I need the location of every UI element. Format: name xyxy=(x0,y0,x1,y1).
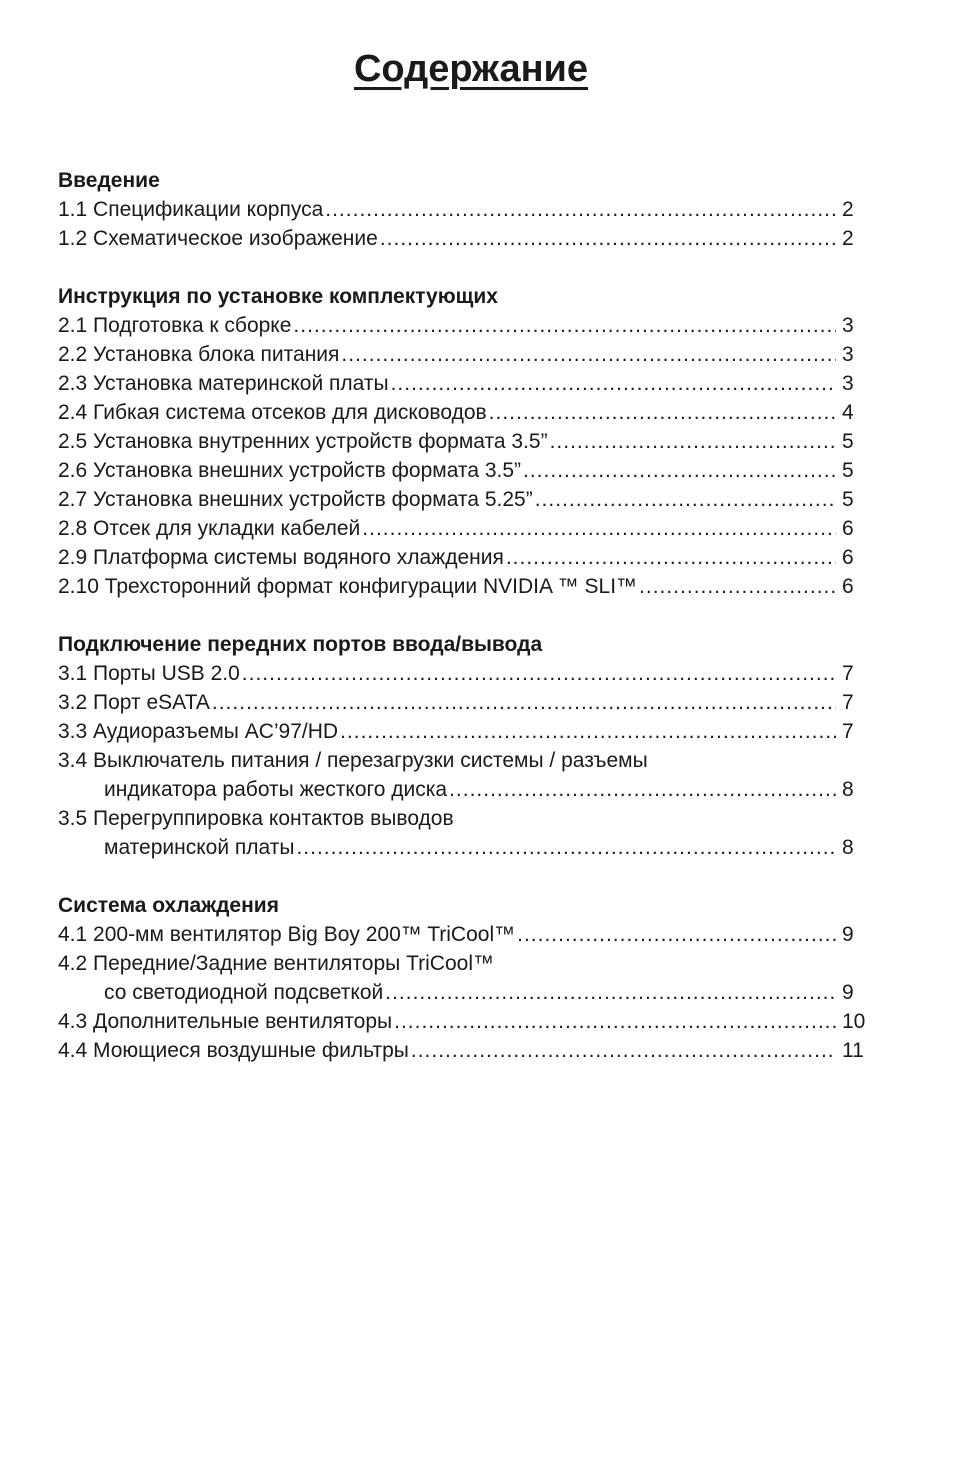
toc-entry-continuation xyxy=(58,978,868,1007)
section-heading: Система охлаждения xyxy=(58,894,279,917)
dot-leader xyxy=(639,572,836,601)
entry-page: 9 xyxy=(842,981,854,1004)
entry-title: 4.2 Передние/Задние вентиляторы TriCool™ xyxy=(58,952,494,975)
entry-page: 3 xyxy=(842,314,854,337)
toc-entry xyxy=(58,485,868,514)
entry-title: 2.8 Отсек для укладки кабелей xyxy=(58,517,361,540)
entry-page: 5 xyxy=(842,430,854,453)
entry-title: 2.6 Установка внешних устройств формата 3.5” xyxy=(58,459,522,482)
dot-leader xyxy=(535,485,836,514)
toc-section-front-ports xyxy=(58,630,868,862)
entry-page: 4 xyxy=(842,401,854,424)
toc-entry xyxy=(58,369,868,398)
entry-title: 2.5 Установка внутренних устройств формата 3.5” xyxy=(58,430,548,453)
entry-page: 2 xyxy=(842,227,854,250)
toc-entry xyxy=(58,195,868,224)
entry-page: 6 xyxy=(842,575,854,598)
entry-page: 9 xyxy=(842,923,854,946)
toc-entry xyxy=(58,456,868,485)
toc-entry xyxy=(58,920,868,949)
entry-title: 3.2 Порт eSATA xyxy=(58,691,210,714)
entry-page: 5 xyxy=(842,488,854,511)
entry-title: 3.5 Перегруппировка контактов выводов xyxy=(58,807,454,830)
toc-entry xyxy=(58,398,868,427)
toc-section-introduction xyxy=(58,166,868,253)
toc-entry xyxy=(58,659,868,688)
entry-title: 2.2 Установка блока питания xyxy=(58,343,340,366)
entry-title-continuation: со светодиодной подсветкой xyxy=(104,981,384,1004)
toc-entry xyxy=(58,514,868,543)
section-heading: Подключение передних портов ввода/вывода xyxy=(58,633,543,656)
entry-title: 4.4 Моющиеся воздушные фильтры xyxy=(58,1039,409,1062)
entry-title: 2.9 Платформа системы водяного хлаждения xyxy=(58,546,504,569)
entry-page: 6 xyxy=(842,546,854,569)
dot-leader xyxy=(489,398,836,427)
toc-entry xyxy=(58,1007,868,1036)
entry-page: 3 xyxy=(842,343,854,366)
dot-leader xyxy=(293,311,836,340)
toc-section-cooling xyxy=(58,891,868,1065)
entry-title-continuation: индикатора работы жесткого диска xyxy=(104,778,448,801)
entry-title: 2.10 Трехсторонний формат конфигурации NVIDIA ™ SLI™ xyxy=(58,575,638,598)
entry-page: 3 xyxy=(842,372,854,395)
entry-title: 2.4 Гибкая система отсеков для дисководов xyxy=(58,401,487,424)
entry-page: 10 xyxy=(842,1010,866,1033)
toc-entry xyxy=(58,543,868,572)
entry-title: 3.4 Выключатель питания / перезагрузки системы / разъемы xyxy=(58,749,648,772)
entry-page: 6 xyxy=(842,517,854,540)
section-heading: Введение xyxy=(58,169,160,192)
entry-page: 7 xyxy=(842,662,854,685)
entry-title-continuation: материнской платы xyxy=(104,836,295,859)
entry-page: 5 xyxy=(842,459,854,482)
dot-leader xyxy=(380,224,836,253)
entry-title: 2.7 Установка внешних устройств формата 5.25” xyxy=(58,488,533,511)
entry-title: 3.1 Порты USB 2.0 xyxy=(58,662,240,685)
entry-page: 7 xyxy=(842,720,854,743)
toc-entry-continuation xyxy=(58,833,868,862)
dot-leader xyxy=(411,1036,836,1065)
entry-title: 3.3 Аудиоразъемы AC’97/HD xyxy=(58,720,339,743)
dot-leader xyxy=(362,514,836,543)
toc-entry xyxy=(58,1036,868,1065)
toc-entry xyxy=(58,427,868,456)
toc-entry-continuation xyxy=(58,775,868,804)
dot-leader xyxy=(325,195,836,224)
entry-title: 4.1 200-мм вентилятор Big Boy 200™ TriCool™ xyxy=(58,923,516,946)
entry-page: 8 xyxy=(842,836,854,859)
dot-leader xyxy=(523,456,836,485)
dot-leader xyxy=(394,1007,836,1036)
entry-title: 1.1 Спецификации корпуса xyxy=(58,198,324,221)
dot-leader xyxy=(391,369,836,398)
page-title: Содержание xyxy=(353,48,589,90)
dot-leader xyxy=(550,427,836,456)
entry-title: 1.2 Схематическое изображение xyxy=(58,227,378,250)
toc-entry-first-line xyxy=(58,949,868,978)
toc-entry xyxy=(58,224,868,253)
dot-leader xyxy=(296,833,836,862)
toc-entry xyxy=(58,311,868,340)
toc-entry-first-line xyxy=(58,746,868,775)
table-of-contents xyxy=(58,166,868,1094)
entry-page: 8 xyxy=(842,778,854,801)
section-heading: Инструкция по установке комплектующих xyxy=(58,285,498,308)
toc-entry xyxy=(58,717,868,746)
dot-leader xyxy=(242,659,836,688)
dot-leader xyxy=(340,717,836,746)
toc-entry xyxy=(58,688,868,717)
dot-leader xyxy=(212,688,836,717)
dot-leader xyxy=(449,775,836,804)
dot-leader xyxy=(385,978,836,1007)
toc-section-installation xyxy=(58,282,868,601)
toc-entry xyxy=(58,572,868,601)
dot-leader xyxy=(517,920,836,949)
dot-leader xyxy=(506,543,836,572)
entry-page: 7 xyxy=(842,691,854,714)
entry-title: 4.3 Дополнительные вентиляторы xyxy=(58,1010,393,1033)
toc-entry-first-line xyxy=(58,804,868,833)
entry-page: 11 xyxy=(842,1039,864,1062)
entry-page: 2 xyxy=(842,198,854,221)
entry-title: 2.1 Подготовка к сборке xyxy=(58,314,292,337)
toc-entry xyxy=(58,340,868,369)
entry-title: 2.3 Установка материнской платы xyxy=(58,372,389,395)
dot-leader xyxy=(341,340,836,369)
